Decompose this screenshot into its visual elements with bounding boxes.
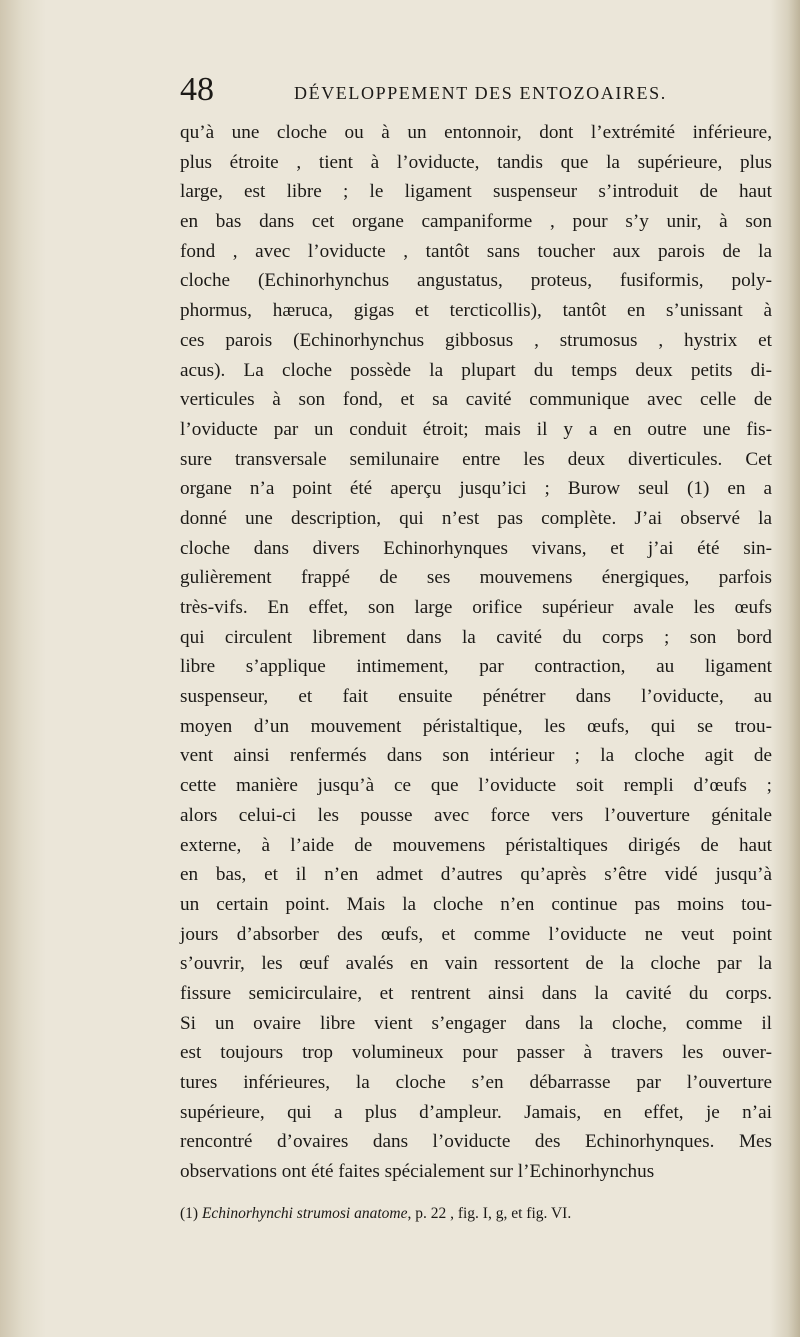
- text-line: fond , avec l’oviducte , tantôt sans toucher aux parois de la: [180, 240, 772, 262]
- page-number: 48: [180, 71, 214, 108]
- body-text: [180, 118, 772, 1187]
- text-line: très-vifs. En effet, son large orifice supérieur avale les œufs: [180, 597, 772, 618]
- text-line: alors celui-ci les pousse avec force vers l’ouverture génitale: [180, 804, 772, 826]
- running-head: DÉVELOPPEMENT DES ENTOZOAIRES.: [294, 83, 667, 103]
- text-line: gulièrement frappé de ses mouvemens énergiques, parfois: [180, 567, 772, 589]
- text-line: donné une description, qui n’est pas complète. J’ai observé la: [180, 507, 772, 529]
- text-line: supérieure, qui a plus d’ampleur. Jamais, en effet, je n’ai: [180, 1101, 772, 1123]
- page-header: [180, 70, 772, 112]
- text-line: rencontré d’ovaires dans l’oviducte des Echinorhynques. Mes: [180, 1131, 772, 1153]
- text-line: est toujours trop volumineux pour passer à travers les ouver-: [180, 1042, 772, 1064]
- text-line: sure transversale semilunaire entre les deux diverticules. Cet: [180, 448, 772, 470]
- text-line: moyen d’un mouvement péristaltique, les œufs, qui se trou-: [180, 715, 772, 737]
- text-line: vent ainsi renfermés dans son intérieur ; la cloche agit de: [180, 745, 772, 767]
- text-line: cloche (Echinorhynchus angustatus, proteus, fusiformis, poly-: [180, 270, 772, 292]
- text-line: tures inférieures, la cloche s’en débarrasse par l’ouverture: [180, 1072, 772, 1093]
- book-page: [180, 70, 772, 1225]
- page-edge-shadow: [770, 0, 800, 1337]
- text-line: fissure semicirculaire, et rentrent ainsi dans la cavité du corps.: [180, 982, 772, 1004]
- text-line: organe n’a point été aperçu jusqu’ici ; Burow seul (1) en a: [180, 478, 772, 500]
- text-line: en bas, et il n’en admet d’autres qu’après s’être vidé jusqu’à: [180, 864, 772, 886]
- text-line: en bas dans cet organe campaniforme , pour s’y unir, à son: [180, 211, 772, 233]
- footnote: [180, 1203, 772, 1225]
- footnote-title: Echinorhynchi strumosi anatome: [201, 1204, 408, 1222]
- text-line: qu’à une cloche ou à un entonnoir, dont l’extrémité inférieure,: [180, 122, 772, 143]
- text-line: l’oviducte par un conduit étroit; mais il y a en outre une fis-: [180, 418, 772, 440]
- footnote-marker: (1): [180, 1204, 199, 1222]
- text-line: observations ont été faites spécialement sur l’Echinorhynchus: [180, 1161, 655, 1183]
- text-line: ces parois (Echinorhynchus gibbosus , strumosus , hystrix et: [180, 329, 772, 351]
- text-line: libre s’applique intimement, par contraction, au ligament: [180, 656, 772, 678]
- text-line: plus étroite , tient à l’oviducte, tandis que la supérieure, plus: [180, 151, 772, 173]
- text-line: qui circulent librement dans la cavité du corps ; son bord: [180, 626, 772, 648]
- text-line: suspenseur, et fait ensuite pénétrer dans l’oviducte, au: [180, 686, 772, 708]
- text-line: cette manière jusqu’à ce que l’oviducte soit rempli d’œufs ;: [180, 775, 772, 797]
- text-line: cloche dans divers Echinorhynques vivans, et j’ai été sin-: [180, 537, 772, 559]
- text-line: phormus, hæruca, gigas et tercticollis), tantôt en s’unissant à: [180, 300, 772, 322]
- text-line: externe, à l’aide de mouvemens péristaltiques dirigés de haut: [180, 834, 772, 856]
- text-line: acus). La cloche possède la plupart du temps deux petits di-: [180, 359, 772, 381]
- text-line: jours d’absorber des œufs, et comme l’oviducte ne veut point: [180, 923, 772, 945]
- text-line: verticules à son fond, et sa cavité communique avec celle de: [180, 389, 772, 411]
- text-line: un certain point. Mais la cloche n’en continue pas moins tou-: [180, 893, 772, 915]
- book-gutter-shadow: [0, 0, 46, 1337]
- footnote-reference: , p. 22 , fig. I, g, et fig. VI.: [407, 1204, 572, 1222]
- text-line: Si un ovaire libre vient s’engager dans la cloche, comme il: [180, 1012, 772, 1034]
- text-line: large, est libre ; le ligament suspenseur s’introduit de haut: [180, 181, 772, 203]
- text-line: s’ouvrir, les œuf avalés en vain ressortent de la cloche par la: [180, 953, 772, 975]
